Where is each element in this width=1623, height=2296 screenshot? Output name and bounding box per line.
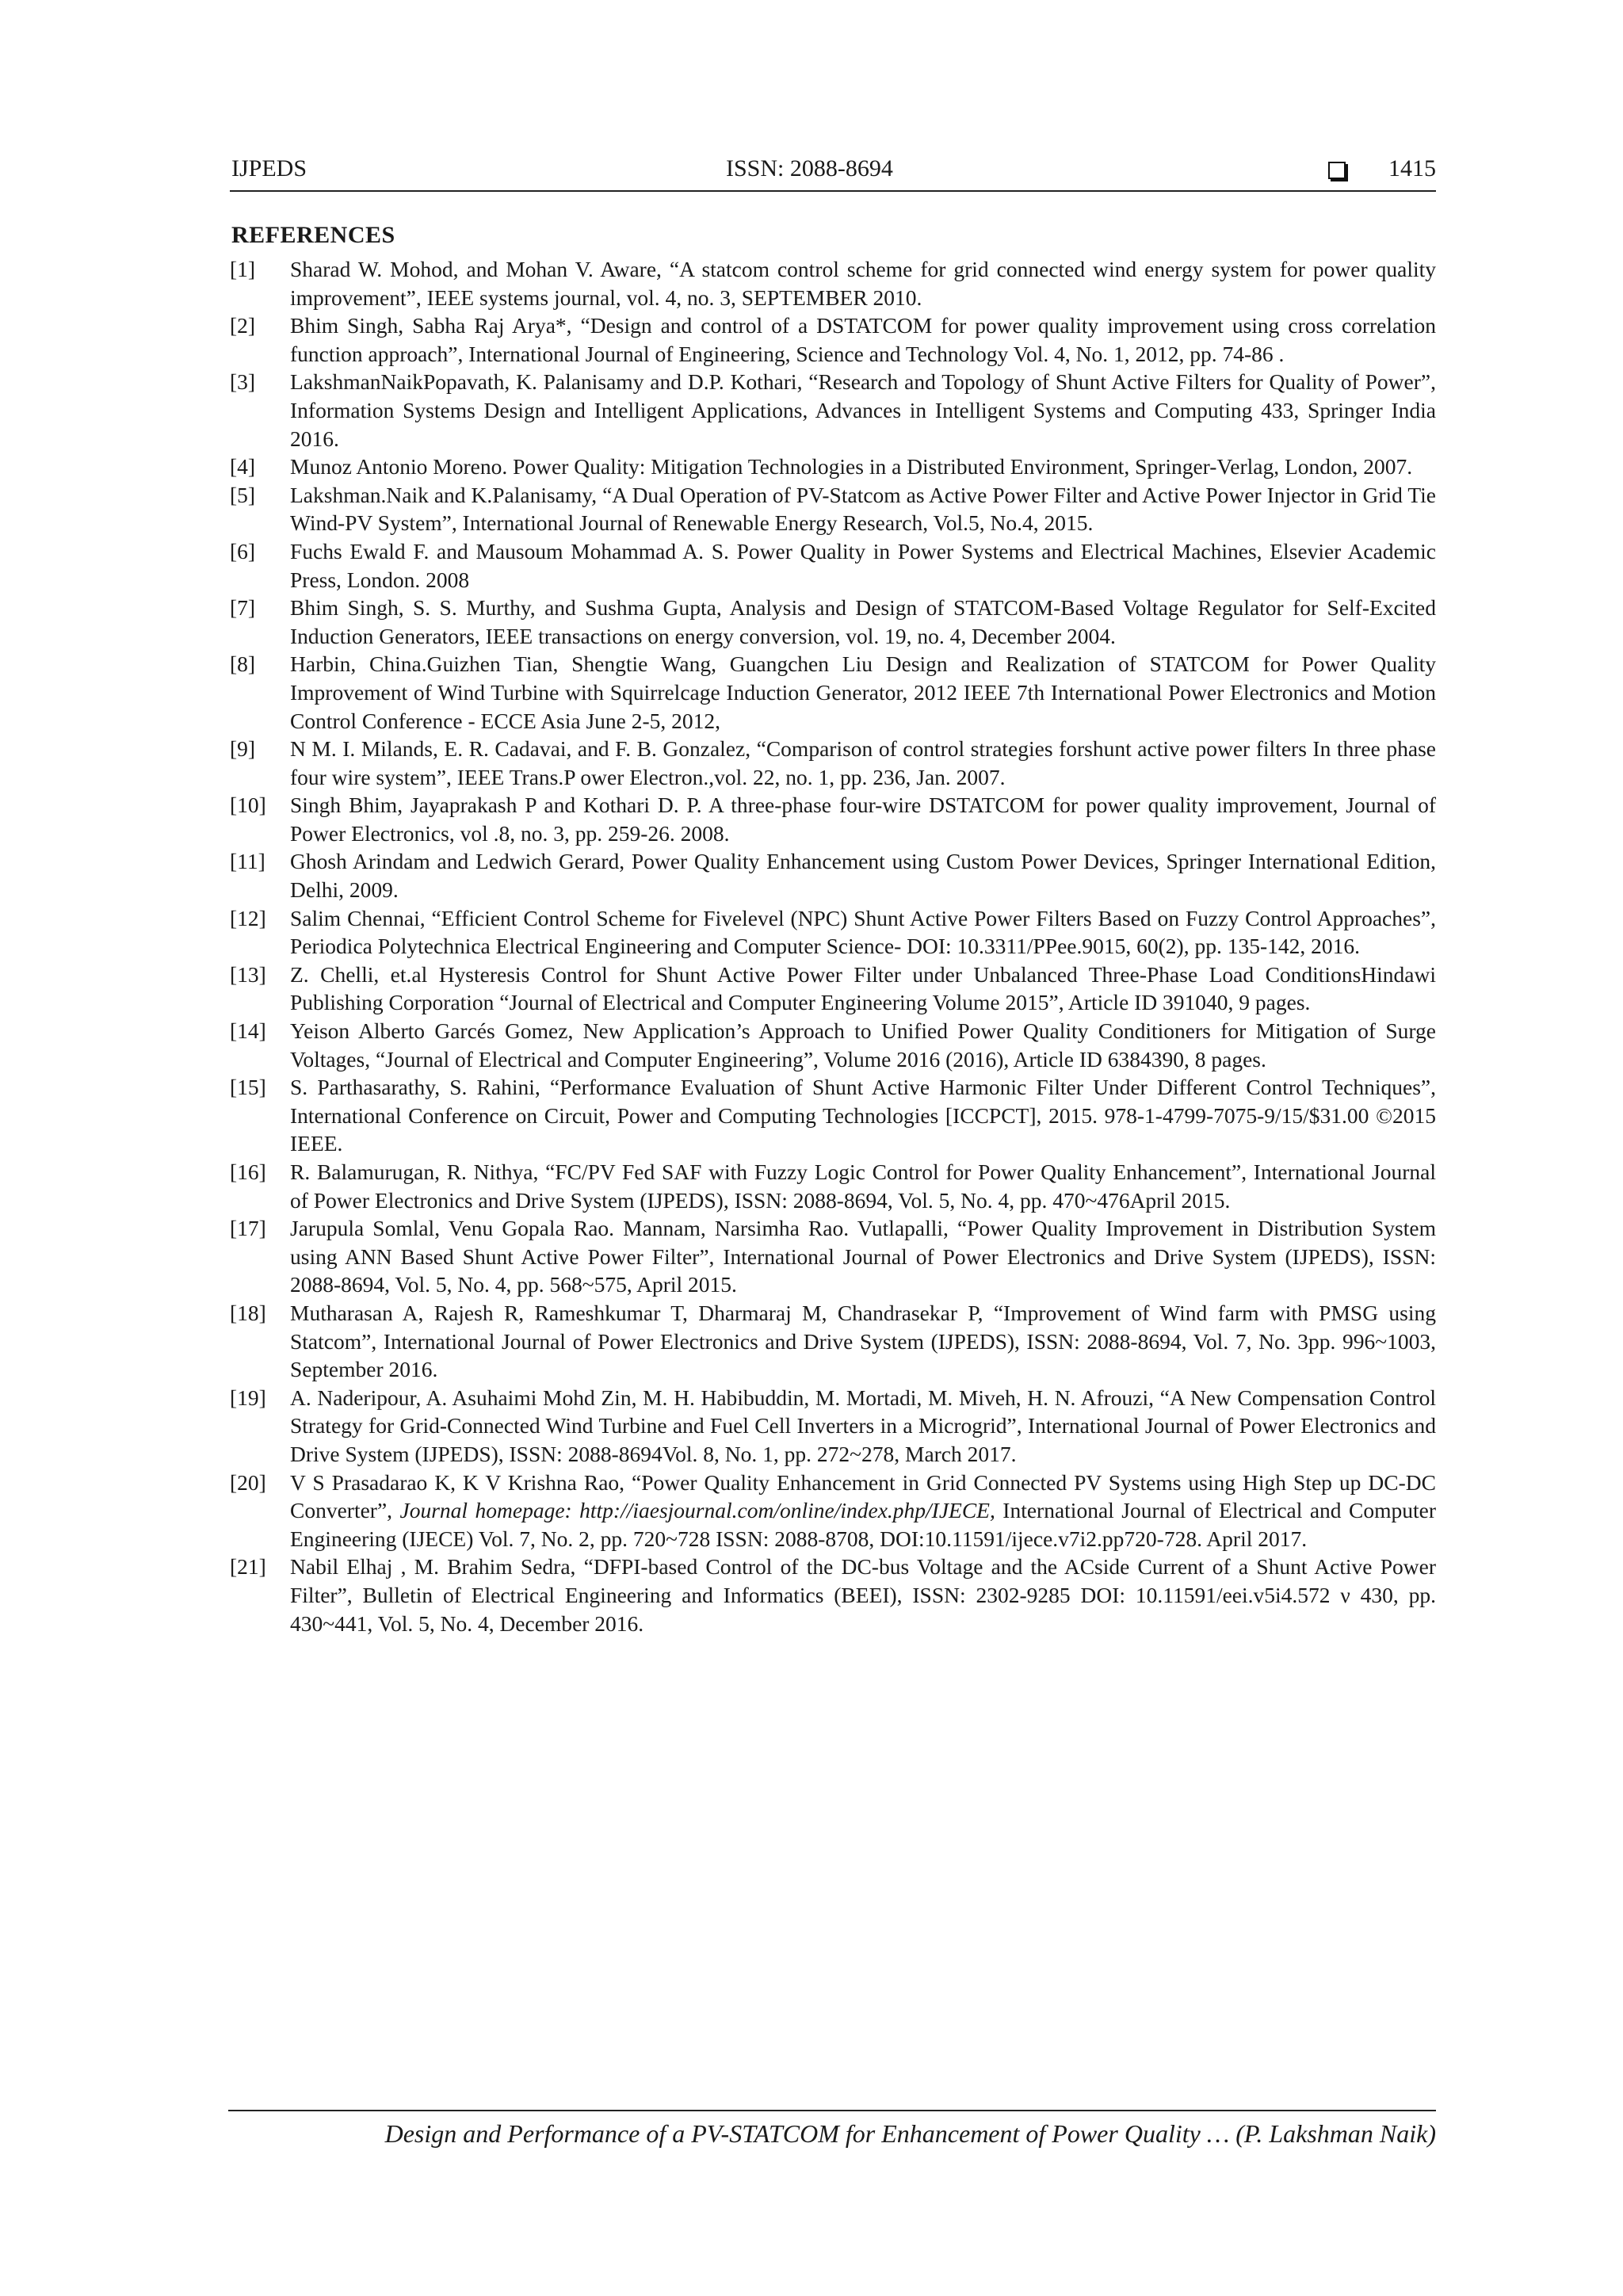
reference-number: [12] bbox=[230, 905, 266, 930]
reference-number: [2] bbox=[230, 313, 256, 338]
page-number: 1415 bbox=[1388, 155, 1436, 181]
reference-number: [19] bbox=[230, 1385, 266, 1410]
reference-number: [1] bbox=[230, 257, 256, 281]
reference-text: Nabil Elhaj , M. Brahim Sedra, “DFPI-based Control of the DC-bus Voltage and the ACside Current of a Shunt Active Power Filter”, Bulletin of Electrical Engineering and Informatics (BEEI), ISSN: 2302-9285 DOI: 10.11591/eei.v5i4.572 ν 430, pp. 430~441, Vol. 5, No. 4, December 2016. bbox=[290, 1554, 1436, 1636]
issn: ISSN: 2088-8694 bbox=[726, 155, 893, 181]
reference-item bbox=[230, 791, 1436, 847]
reference-number: [10] bbox=[230, 793, 266, 818]
reference-text: Singh Bhim, Jayaprakash P and Kothari D. P. A three-phase four-wire DSTATCOM for power quality improvement, Journal of Power Electronics, vol .8, no. 3, pp. 259-26. 2008. bbox=[290, 793, 1436, 846]
reference-item bbox=[230, 453, 1436, 481]
reference-item bbox=[230, 481, 1436, 537]
reference-number: [11] bbox=[230, 849, 265, 874]
reference-item bbox=[230, 1214, 1436, 1299]
reference-number: [21] bbox=[230, 1554, 266, 1580]
reference-text: Yeison Alberto Garcés Gomez, New Application’s Approach to Unified Power Quality Conditioners for Mitigation of Surge Voltages, “Journal of Electrical and Computer Engineering”, Volume 2016 (2016), Article ID 6384390, 8 pages. bbox=[290, 1018, 1436, 1072]
reference-number: [17] bbox=[230, 1216, 266, 1241]
reference-text: Fuchs Ewald F. and Mausoum Mohammad A. S. Power Quality in Power Systems and Electrical Machines, Elsevier Academic Press, London. 2008 bbox=[290, 538, 1436, 592]
references-heading: REFERENCES bbox=[231, 222, 395, 248]
reference-item bbox=[230, 1073, 1436, 1158]
reference-number: [9] bbox=[230, 736, 256, 762]
reference-item bbox=[230, 1384, 1436, 1469]
reference-item bbox=[230, 537, 1436, 594]
reference-text: N M. I. Milands, E. R. Cadavai, and F. B. Gonzalez, “Comparison of control strategies forshunt active power filters In three phase four wire system”, IEEE Trans.P ower Electron.,vol. 22, no. 1, pp. 236, Jan. 2007. bbox=[290, 736, 1436, 789]
reference-number: [13] bbox=[230, 961, 266, 987]
page-header bbox=[230, 155, 1436, 192]
reference-text: Z. Chelli, et.al Hysteresis Control for Shunt Active Power Filter under Unbalanced Three-Phase Load ConditionsHindawi Publishing Corporation “Journal of Electrical and Computer Engineering Volume 2015”, Article ID 391040, 9 pages. bbox=[290, 961, 1436, 1015]
reference-text-part: V S Prasadarao K, K V Krishna Rao, “Power Quality Enhancement in Grid Connected PV Systems using High Step up DC-DC Converter”, bbox=[290, 1469, 1436, 1523]
reference-item bbox=[230, 650, 1436, 735]
reference-item bbox=[230, 1469, 1436, 1553]
checkbox-square-icon bbox=[1328, 162, 1346, 179]
reference-text: Jarupula Somlal, Venu Gopala Rao. Mannam, Narsimha Rao. Vutlapalli, “Power Quality Improvement in Distribution System using ANN Based Shunt Active Power Filter”, International Journal of Power Electronics and Drive System (IJPEDS), ISSN: 2088-8694, Vol. 5, No. 4, pp. 568~575, April 2015. bbox=[290, 1216, 1436, 1297]
reference-item bbox=[230, 255, 1436, 311]
reference-text: A. Naderipour, A. Asuhaimi Mohd Zin, M. H. Habibuddin, M. Mortadi, M. Miveh, H. N. Afrouzi, “A New Compensation Control Strategy for Grid-Connected Wind Turbine and Fuel Cell Inverters in a Microgrid”, International Journal of Power Electronics and Drive System (IJPEDS), ISSN: 2088-8694Vol. 8, No. 1, pp. 272~278, March 2017. bbox=[290, 1385, 1436, 1466]
reference-text: Salim Chennai, “Efficient Control Scheme for Fivelevel (NPC) Shunt Active Power Filters Based on Fuzzy Control Approaches”, Periodica Polytechnica Electrical Engineering and Computer Science- DOI: 10.3311/PPee.9015, 60(2), pp. 135-142, 2016. bbox=[290, 905, 1436, 959]
journal-homepage-link-text: Journal homepage: http://iaesjournal.com/online/index.php/IJECE, bbox=[399, 1498, 995, 1523]
reference-text: Lakshman.Naik and K.Palanisamy, “A Dual Operation of PV-Statcom as Active Power Filter and Active Power Injector in Grid Tie Wind-PV System”, International Journal of Renewable Energy Research, Vol.5, No.4, 2015. bbox=[290, 482, 1436, 536]
reference-text: Munoz Antonio Moreno. Power Quality: Mitigation Technologies in a Distributed Environment, Springer-Verlag, London, 2007. bbox=[290, 454, 1413, 479]
reference-item bbox=[230, 1158, 1436, 1214]
reference-text: S. Parthasarathy, S. Rahini, “Performance Evaluation of Shunt Active Harmonic Filter Under Different Control Techniques”, International Conference on Circuit, Power and Computing Technologies [ICCPCT], 2015. 978-1-4799-7075-9/15/$31.00 ©2015 IEEE. bbox=[290, 1075, 1436, 1156]
reference-item bbox=[230, 735, 1436, 791]
reference-number: [3] bbox=[230, 369, 256, 395]
reference-item bbox=[230, 1299, 1436, 1384]
reference-item bbox=[230, 961, 1436, 1017]
reference-text: Bhim Singh, S. S. Murthy, and Sushma Gupta, Analysis and Design of STATCOM-Based Voltage Regulator for Self-Excited Induction Generators, IEEE transactions on energy conversion, vol. 19, no. 4, December 2004. bbox=[290, 595, 1436, 648]
reference-item bbox=[230, 904, 1436, 961]
reference-number: [16] bbox=[230, 1159, 266, 1184]
reference-text: R. Balamurugan, R. Nithya, “FC/PV Fed SAF with Fuzzy Logic Control for Power Quality Enhancement”, International Journal of Power Electronics and Drive System (IJPEDS), ISSN: 2088-8694, Vol. 5, No. 4, pp. 470~476April 2015. bbox=[290, 1159, 1436, 1213]
reference-text: Bhim Singh, Sabha Raj Arya*, “Design and control of a DSTATCOM for power quality improvement using cross correlation function approach”, International Journal of Engineering, Science and Technology Vol. 4, No. 1, 2012, pp. 74-86 . bbox=[290, 313, 1436, 366]
footer-rule bbox=[228, 2110, 1436, 2111]
reference-item bbox=[230, 368, 1436, 453]
reference-number: [6] bbox=[230, 538, 256, 563]
journal-name: IJPEDS bbox=[231, 155, 307, 181]
reference-number: [14] bbox=[230, 1018, 266, 1044]
reference-text: Sharad W. Mohod, and Mohan V. Aware, “A statcom control scheme for grid connected wind energy system for power quality improvement”, IEEE systems journal, vol. 4, no. 3, SEPTEMBER 2010. bbox=[290, 257, 1436, 310]
reference-text bbox=[290, 1469, 1436, 1553]
reference-item bbox=[230, 594, 1436, 650]
reference-number: [4] bbox=[230, 454, 256, 479]
reference-text-part: International Journal of Electrical and Computer Engineering (IJECE) Vol. 7, No. 2, pp. 720~728 ISSN: 2088-8708, DOI:10.11591/ijece.v7i2.pp720-728. April 2017. bbox=[290, 1498, 1436, 1551]
reference-text: Harbin, China.Guizhen Tian, Shengtie Wang, Guangchen Liu Design and Realization of STATCOM for Power Quality Improvement of Wind Turbine with Squirrelcage Induction Generator, 2012 IEEE 7th International Power Electronics and Motion Control Conference - ECCE Asia June 2-5, 2012, bbox=[290, 651, 1436, 733]
reference-number: [5] bbox=[230, 482, 256, 507]
reference-item bbox=[230, 1017, 1436, 1073]
reference-list bbox=[230, 255, 1436, 1637]
reference-text: LakshmanNaikPopavath, K. Palanisamy and D.P. Kothari, “Research and Topology of Shunt Active Filters for Quality of Power”, Information Systems Design and Intelligent Applications, Advances in Intelligent Systems and Computing 433, Springer India 2016. bbox=[290, 369, 1436, 451]
reference-number: [18] bbox=[230, 1300, 266, 1325]
reference-number: [20] bbox=[230, 1469, 266, 1495]
reference-item bbox=[230, 847, 1436, 904]
reference-number: [7] bbox=[230, 595, 256, 621]
reference-item bbox=[230, 311, 1436, 368]
reference-number: [15] bbox=[230, 1075, 266, 1100]
reference-number: [8] bbox=[230, 651, 256, 677]
reference-item bbox=[230, 1553, 1436, 1637]
running-footer: Design and Performance of a PV-STATCOM for Enhancement of Power Quality … (P. Lakshman Naik) bbox=[384, 2119, 1436, 2148]
reference-text: Ghosh Arindam and Ledwich Gerard, Power Quality Enhancement using Custom Power Devices, Springer International Edition, Delhi, 2009. bbox=[290, 849, 1436, 903]
reference-text: Mutharasan A, Rajesh R, Rameshkumar T, Dharmaraj M, Chandrasekar P, “Improvement of Wind farm with PMSG using Statcom”, International Journal of Power Electronics and Drive System (IJPEDS), ISSN: 2088-8694, Vol. 7, No. 3pp. 996~1003, September 2016. bbox=[290, 1300, 1436, 1382]
